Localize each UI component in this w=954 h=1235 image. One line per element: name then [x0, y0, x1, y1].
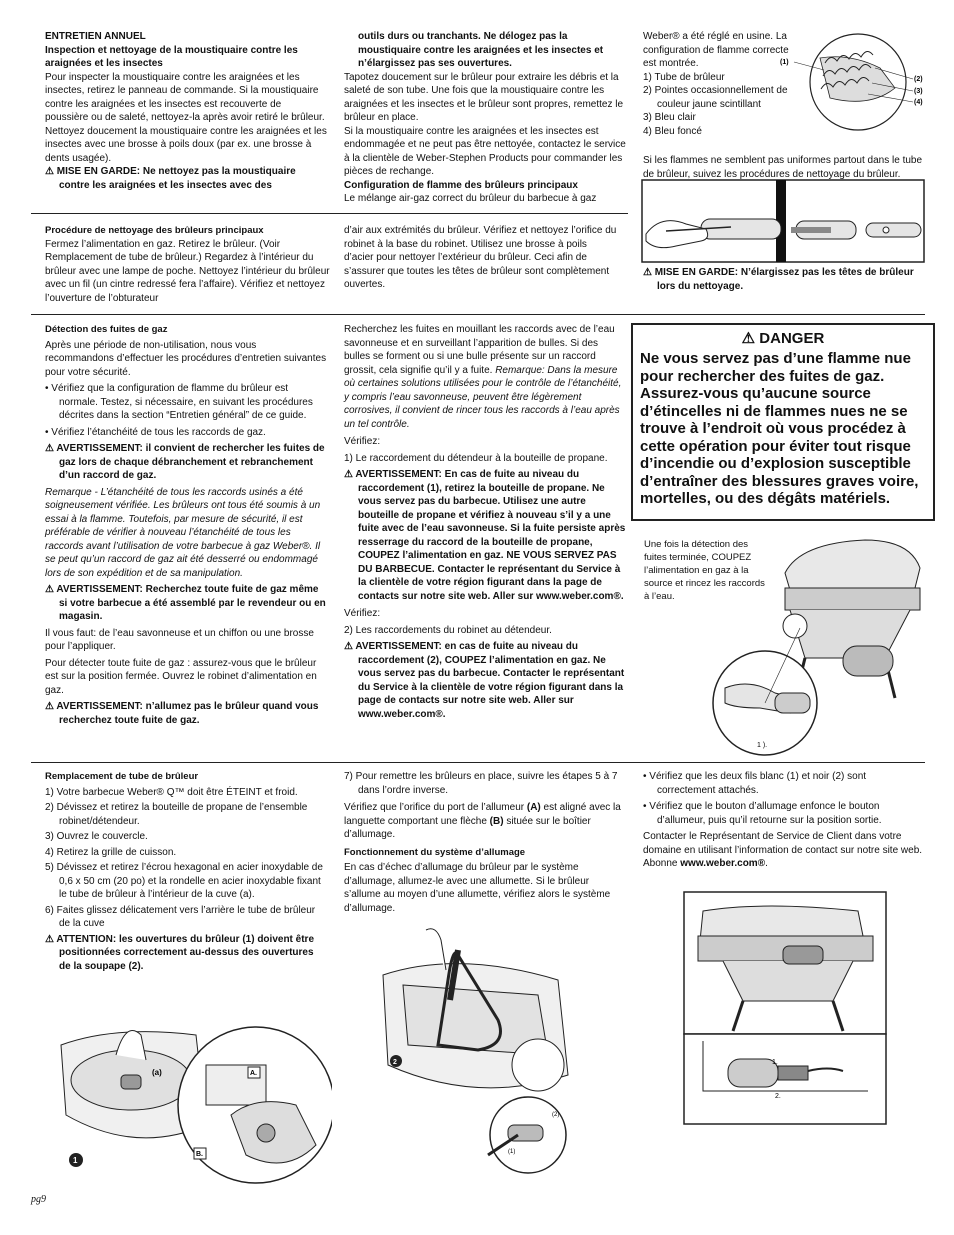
callout-2: (2): [914, 76, 923, 83]
step-item: 7) Pour remettre les brûleurs en place, suivre les étapes 5 à 7 dans l’ordre inverse.: [344, 771, 618, 796]
flame-pattern-text: [643, 30, 793, 138]
divider: [31, 213, 628, 214]
list-item: 3) Bleu clair: [643, 112, 696, 123]
warning-text: ⚠ MISE EN GARDE: N’élargissez pas les têtes de brûleur lors du nettoyage.: [643, 267, 914, 292]
list-item: 1) Tube de brûleur: [643, 71, 725, 83]
paragraph: Weber® a été réglé en usine. La configuration de flamme correcte est montrée.: [643, 31, 789, 69]
callout-1: (1): [508, 1149, 516, 1155]
paragraph: Vérifiez que l’orifice du port de l’allumeur (A) est aligné avec la languette comportant une flèche (B) située sur le boîtier d’allumage.: [344, 802, 621, 840]
paragraph: Le mélange air-gaz correct du brûleur du barbecue à gaz: [344, 193, 597, 204]
figure-1-illustration: [56, 1005, 332, 1191]
warning-continued: outils durs ou tranchants. Ne délogez pas la moustiquaire contre les araignées et les insectes et n’élargissez pas ses ouvertures.: [358, 31, 604, 69]
warning-text: ⚠ AVERTISSEMENT: n’allumez pas le brûleur quand vous recherchez toute fuite de gaz.: [45, 701, 319, 726]
bullet-item: • Vérifiez que le bouton d’allumage enfonce le bouton d’allumeur, puis qu’il retourne sur la position sortie.: [643, 801, 882, 826]
warning-icon: ⚠: [45, 443, 57, 454]
bullet-item: • Vérifiez que la configuration de flamme du brûleur est normale. Testez, si nécessaire, en suivant les procédures décrites dans la section “Entretien général” de ce guide.: [45, 383, 313, 421]
callout-1: 1 ).: [757, 742, 768, 749]
remark: Remarque: Dans la mesure où certaines solutions utilisées pour le contrôle de l’étanchéité, y compris l’eau savonneuse, peuvent être légèrement corrosives, il convient de rincer tous les raccords à l’eau après un tel contrôle.: [344, 364, 622, 430]
list-item: 2) Les raccordements du robinet au détendeur.: [344, 624, 552, 636]
callout-2: 2.: [775, 1093, 781, 1100]
paragraph: Une fois la détection des fuites terminée, COUPEZ l’alimentation en gaz à la source et rincez les raccords à l’eau.: [644, 539, 765, 602]
paragraph: d’air aux extrémités du brûleur. Vérifiez et nettoyez l’orifice du robinet à la base du robinet. Utilisez une brosse à poils d’acier pour nettoyer l’extérieur du brûleur. Ceci afin de s’assurer que toutes les têtes de brûleur sont complètement ouvertes.: [344, 225, 617, 290]
warning-text: ⚠ AVERTISSEMENT: Recherchez toute fuite de gaz même si votre barbecue a été assemblé par le revendeur ou en magasin.: [45, 584, 326, 622]
paragraph: Pour inspecter la moustiquaire contre les araignées et les insectes, retirez le panneau de commande. Si la moustiquaire contre les araignées et les insectes est recouverte de poussière ou de saleté, nettoyez-la après avoir retiré le brûleur.: [45, 71, 325, 123]
subheading: Fonctionnement du système d’allumage: [344, 846, 526, 858]
callout-3: (3): [914, 88, 923, 95]
flame-pattern-diagram: [780, 28, 930, 138]
list-item: 4) Bleu foncé: [643, 125, 702, 137]
danger-title: ⚠ DANGER: [741, 330, 825, 347]
step-item: 4) Retirez la grille de cuisson.: [45, 846, 177, 858]
callout-1: (1): [780, 59, 789, 66]
warning-icon: ⚠: [344, 641, 356, 652]
leak-detection-col2: [344, 323, 626, 721]
warning-icon: ⚠: [45, 166, 57, 177]
flame-pattern-note: [643, 154, 925, 181]
step-item: 5) Dévissez et retirez l’écrou hexagonal en acier inoxydable de 0,6 x 50 cm (20 po) et la rondelle en acier inoxydable fixant le tube de brûleur à l’intérieur de la cuve (a).: [45, 862, 323, 900]
paragraph: Tapotez doucement sur le brûleur pour extraire les débris et la saleté de son tube. Une fois que la moustiquaire contre les araignées et les insectes et le brûleur sont propres, remettez le brûleur en place.: [344, 71, 624, 123]
burner-cleaning-col1: [45, 224, 330, 305]
paragraph: Recherchez les fuites en mouillant les raccords avec de l’eau savonneuse et en surveillant l’apparition de bulles. Si des bulles se forment ou si une bulle présente sur un raccord grossit, cela signifie qu’il y a fuite.: [344, 324, 615, 376]
figure-number: 1: [73, 1156, 78, 1165]
callout-4: (4): [914, 99, 923, 106]
warning-icon: ⚠: [344, 469, 356, 480]
ignition-illustration: [683, 891, 887, 1125]
warning-text: ⚠ AVERTISSEMENT: en cas de fuite au niveau du raccordement (2), COUPEZ l’alimentation en gaz. Ne vous servez pas du barbecue. Contacter le représentant du Service à la clientèle de votre région figurant dans la page de contacts sur notre site web. Aller sur www.weber.com®.: [344, 641, 625, 720]
burner-cleaning-col2: [344, 224, 619, 292]
step-item: 2) Dévissez et retirez la bouteille de propane de l’ensemble robinet/détendeur.: [45, 802, 308, 827]
figure-number: 2: [393, 1059, 397, 1066]
callout-A: A.: [250, 1070, 257, 1077]
paragraph: Nettoyez doucement la moustiquaire contre les araignées et les insectes avec une brosse à poils doux (par ex. une brosse à dents usagée).: [45, 125, 327, 164]
website-link[interactable]: www.weber.com®: [680, 858, 766, 869]
callout-2: (2): [552, 1112, 560, 1118]
subheading: Détection des fuites de gaz: [45, 324, 168, 335]
warning-icon: ⚠: [741, 330, 760, 347]
subheading: Configuration de flamme des brûleurs principaux: [344, 179, 578, 191]
subheading: Inspection et nettoyage de la moustiquaire contre les araignées et les insectes: [45, 44, 298, 69]
danger-box: [631, 323, 935, 521]
bullet-item: • Vérifiez l’étanchéité de tous les raccords de gaz.: [45, 426, 266, 438]
step-item: 1) Votre barbecue Weber® Q™ doit être ÉTEINT et froid.: [45, 786, 298, 798]
warning-text: ⚠ MISE EN GARDE: Ne nettoyez pas la moustiquaire contre les araignées et les insectes avec des: [45, 166, 296, 191]
warning-text: ⚠ AVERTISSEMENT: il convient de rechercher les fuites de gaz lors de chaque débranchement et rebranchement d’un raccord de gaz.: [45, 443, 325, 481]
warning-text: ⚠ AVERTISSEMENT: En cas de fuite au niveau du raccordement (1), retirez la bouteille de propane. Ne vous servez pas du barbecue. Utilisez une autre bouteille de propane et vérifiez à nouveau s’il y a une fuite avec de l’eau savonneuse. Si la fuite persiste après resserrage du raccord de la bouteille de propane, COUPEZ l’alimentation en gaz. NE VOUS SERVEZ PAS DU BARBECUE. Contacter le représentant du Service à la clientèle de votre région figurant dans la page de contacts sur notre site web. Aller sur www.weber.com®.: [344, 469, 626, 602]
grill-leak-check-illustration: [705, 528, 927, 760]
leak-detection-col1: [45, 323, 327, 727]
paragraph: Si les flammes ne semblent pas uniformes partout dans le tube de brûleur, suivez les procédures de nettoyage du brûleur.: [643, 155, 923, 180]
tube-replacement-col1: [45, 770, 327, 973]
paragraph: En cas d’échec d’allumage du brûleur par le système d’allumage, allumez-le avec une allumette. Si le brûleur s’allume au moyen d’une allumette, vérifiez alors le système d’allumage.: [344, 862, 611, 914]
step-item: 6) Faites glissez délicatement vers l’arrière le tube de brûleur de la cuve: [45, 904, 316, 929]
subheading: Remplacement de tube de brûleur: [45, 771, 199, 782]
verify-label: Vérifiez:: [344, 436, 381, 447]
callout-a: (a): [152, 1068, 162, 1077]
warning-icon: ⚠: [643, 267, 655, 278]
list-item: 2) Pointes occasionnellement de couleur jaune scintillant: [643, 85, 788, 110]
warning-icon: ⚠: [45, 584, 57, 595]
tube-replacement-col2: [344, 770, 626, 915]
callout-1: 1.: [772, 1059, 778, 1066]
annual-maintenance-col2: [344, 30, 626, 206]
bullet-item: • Vérifiez que les deux fils blanc (1) et noir (2) sont correctement attachés.: [643, 771, 867, 796]
page-number: pg9: [31, 1194, 46, 1205]
danger-text: Ne vous servez pas d’une flamme nue pour rechercher des fuites de gaz. Assurez-vous qu’aucune source d’étincelles ni de flammes nues ne se trouve à l’endroit où vous procédez à cette opération pour éviter tout risque d’incendie ou d’explosion susceptible d’entraîner des blessures graves voire, mortelles, ou des dégâts matériels.: [640, 350, 919, 507]
attention-text: ⚠ ATTENTION: les ouvertures du brûleur (1) doivent être positionnées correctement au-dessus des ouvertures de la soupape (2).: [45, 933, 315, 972]
paragraph: Si la moustiquaire contre les araignées et les insectes est endommagée et ne peut pas être nettoyée, contactez le service à la clientèle de Weber-Stephen Products pour commander les pièces de rechange.: [344, 125, 626, 177]
warning-icon: ⚠: [45, 933, 57, 945]
list-item: 1) Le raccordement du détendeur à la bouteille de propane.: [344, 452, 608, 464]
divider: [31, 762, 925, 763]
verify-label: Vérifiez:: [344, 608, 381, 619]
paragraph: Pour détecter toute fuite de gaz : assurez-vous que le brûleur est sur la position fermée. Ouvrez le robinet d’alimentation en gaz.: [45, 657, 317, 696]
burner-cleaning-warning: [643, 266, 925, 293]
paragraph: Fermez l’alimentation en gaz. Retirez le brûleur. (Voir Remplacement de tube de brûleur.) Regardez à l’intérieur du brûleur avec une lampe de poche. Nettoyez l’intérieur du brûleur avec un fil (un cintre redressé fera l’affaire). Vérifiez et nettoyez l’ouverture de l’obturateur: [45, 238, 330, 304]
paragraph: Après une période de non-utilisation, nous vous recommandons d’effectuer les procédures d’entretien suivantes pour votre sécurité.: [45, 339, 327, 378]
step-item: 3) Ouvrez le couvercle.: [45, 831, 148, 842]
paragraph: Contacter le Représentant de Service de Client dans votre domaine en utilisant l’information de contact sur notre site web. Abonne www.weber.com®.: [643, 831, 923, 869]
callout-B: B.: [196, 1151, 203, 1158]
warning-icon: ⚠: [45, 701, 57, 712]
subheading: Procédure de nettoyage des brûleurs principaux: [45, 225, 264, 236]
section-heading: ENTRETIEN ANNUEL: [45, 31, 146, 42]
divider: [31, 314, 925, 315]
remark: Remarque - L’étanchéité de tous les raccords usinés a été soigneusement vérifiée. Les brûleurs ont tous été soumis à un essai à la flamme. Toutefois, par mesure de sécurité, il est préférable de vérifier à nouveau l’étanchéité de tous les raccords avant l’utilisation de votre barbecue à gaz Weber®. Il se peut qu’un raccord de gaz ait été desserré ou endommagé lors de son expédition et de sa manipulation.: [45, 486, 321, 579]
burner-cleaning-illustration: [641, 179, 925, 263]
tube-replacement-col3: [643, 770, 925, 871]
paragraph: Il vous faut: de l’eau savonneuse et un chiffon ou une brosse pour l’appliquer.: [45, 627, 314, 652]
annual-maintenance-col1: [45, 30, 327, 192]
figure-2-illustration: [378, 925, 584, 1187]
